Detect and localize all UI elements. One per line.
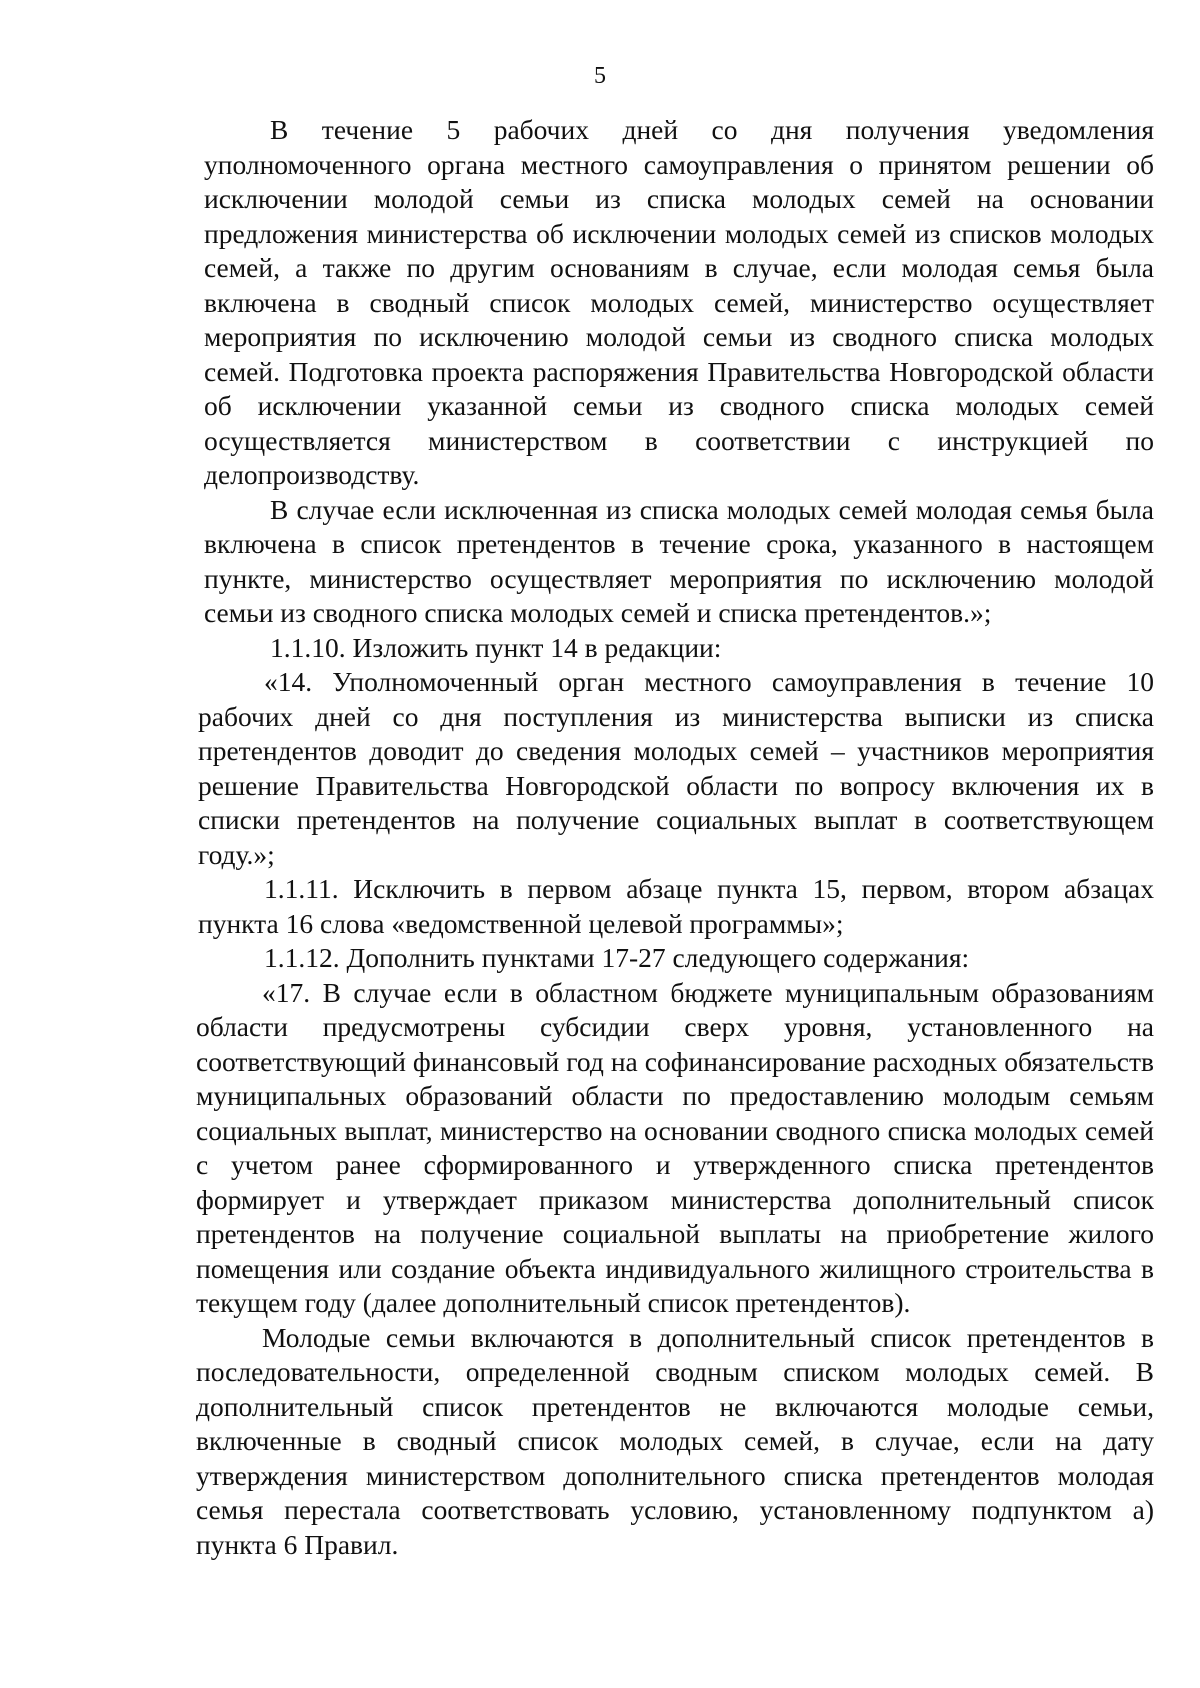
paragraph-item-1-1-10: 1.1.10. Изложить пункт 14 в редакции: (270, 631, 722, 663)
paragraph-point-17: «17. В случае если в областном бюджете муниципальным образованиям области предусмотрены субсидии сверх уровня, установленного на соответствующий финансовый год на софинансирование расходных обязательств муниципальных образований области по предоставлению молодым семьям социальных выплат, министерство на основании сводного списка молодых семей с учетом ранее сформированного и утвержденного списка претендентов формирует и утверждает приказом министерства дополнительный список претендентов на получение социальной выплаты на приобретение жилого помещения или создание объекта индивидуального жилищного строительства в текущем году (далее дополнительный список претендентов). (196, 976, 1154, 1318)
paragraph-exclusion-candidates: В случае если исключенная из списка молодых семей молодая семья была включена в список претендентов в течение срока, указанного в настоящем пункте, министерство осуществляет мероприятия по исключению молодой семьи из сводного списка молодых семей и списка претендентов.»; (204, 493, 1154, 628)
document-body (196, 113, 1154, 1562)
paragraph-point-14: «14. Уполномоченный орган местного самоуправления в течение 10 рабочих дней со дня поступления из министерства выписки из списка претендентов доводит до сведения молодых семей – участников мероприятия решение Правительства Новгородской области по вопросу включения их в списки претендентов на получение социальных выплат в соответствующем году.»; (198, 666, 1154, 870)
paragraph-additional-list: Молодые семьи включаются в дополнительный список претендентов в последовательности, определенной сводным списком молодых семей. В дополнительный список претендентов не включаются молодые семьи, включенные в сводный список молодых семей, в случае, если на дату утверждения министерством дополнительного списка претендентов молодая семья перестала соответствовать условию, установленному подпунктом а) пункта 6 Правил. (196, 1321, 1154, 1560)
paragraph-item-1-1-12: 1.1.12. Дополнить пунктами 17-27 следующего содержания: (264, 942, 970, 973)
paragraph-exclusion-deadline: В течение 5 рабочих дней со дня получения уведомления уполномоченного органа местного самоуправления о принятом решении об исключении молодой семьи из списка молодых семей на основании предложения министерства об исключении молодых семей из списков молодых семей, а также по другим основаниям в случае, если молодая семья была включена в сводный список молодых семей, министерство осуществляет мероприятия по исключению молодой семьи из сводного списка молодых семей. Подготовка проекта распоряжения Правительства Новгородской области об исключении указанной семьи из сводного списка молодых семей осуществляется министерством в соответствии с инструкцией по делопроизводству. (204, 114, 1154, 490)
page-number: 5 (594, 63, 606, 89)
paragraph-item-1-1-11: 1.1.11. Исключить в первом абзаце пункта 15, первом, втором абзацах пункта 16 слова «ведомственной целевой программы»; (198, 873, 1154, 939)
